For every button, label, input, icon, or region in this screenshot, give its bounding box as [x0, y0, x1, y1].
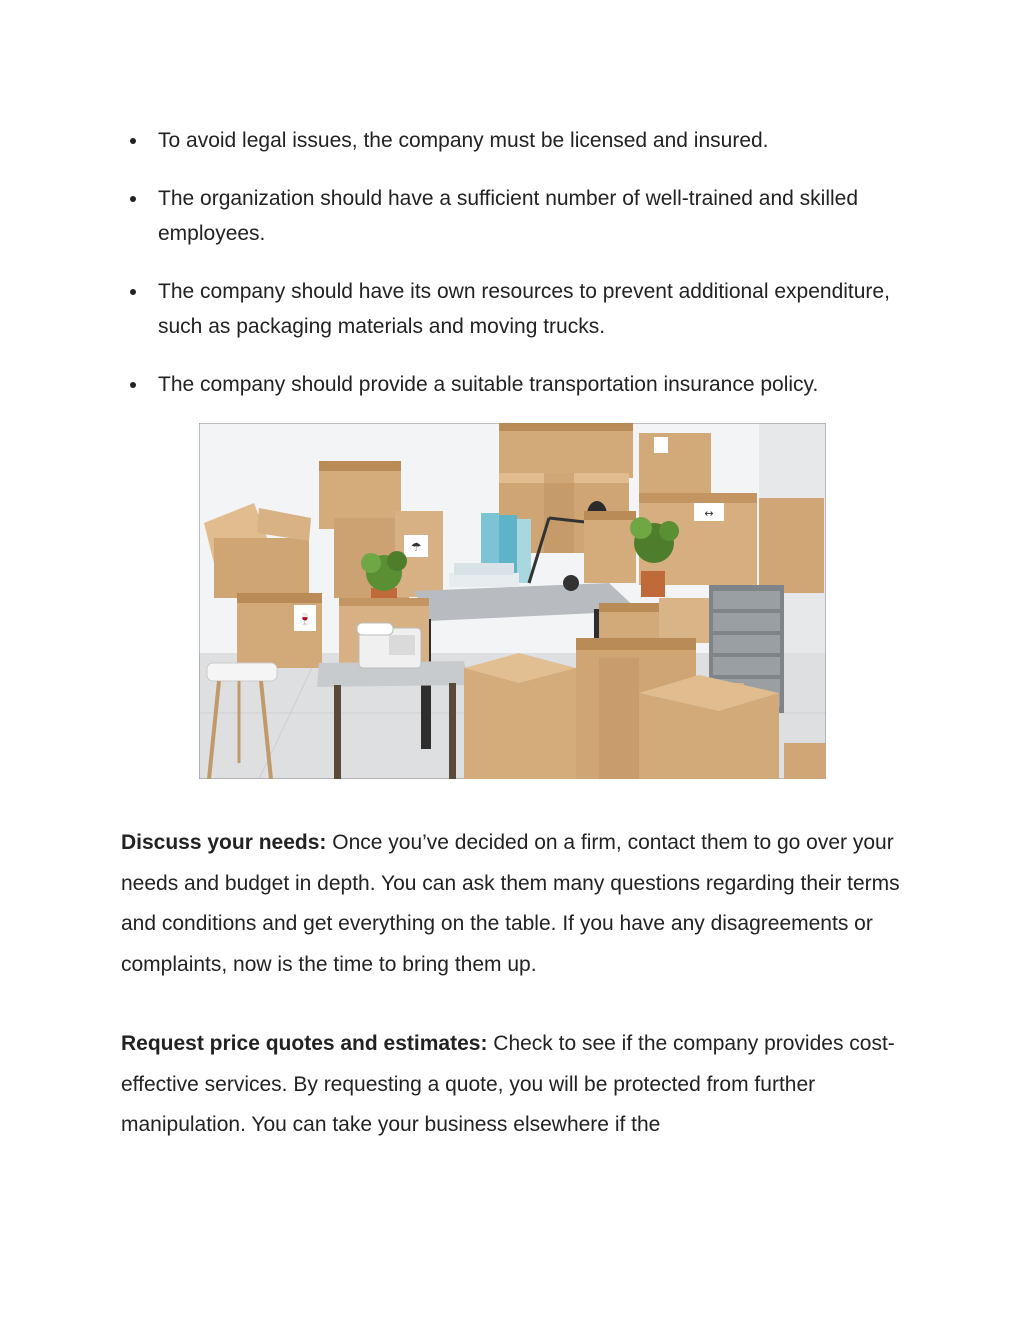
bullet-trained-employees	[158, 181, 898, 251]
bullet-text: To avoid legal issues, the company must be licensed and insured.	[158, 129, 769, 152]
section-heading: Discuss your needs:	[121, 831, 327, 854]
bullet-dot-icon	[130, 196, 136, 202]
section-heading: Request price quotes and estimates:	[121, 1032, 488, 1055]
svg-text:↔: ↔	[704, 507, 714, 520]
svg-text:🍷: 🍷	[298, 613, 312, 626]
bullet-text: The company should have its own resources to prevent additional expenditure, such as packaging materials and moving trucks.	[158, 280, 890, 338]
bullet-licensed-insured	[158, 123, 898, 158]
moving-boxes-photo	[199, 423, 826, 779]
section-request-quotes	[121, 1024, 911, 1146]
section-body: Check to see if the company provides cost-effective services. By requesting a quote, you will be protected from further manipulation. You can take your business elsewhere if the	[121, 1032, 895, 1136]
bullet-own-resources	[158, 274, 898, 344]
bullet-dot-icon	[130, 138, 136, 144]
moving-boxes-illustration	[199, 423, 826, 779]
svg-text:☂: ☂	[410, 540, 422, 554]
bullet-dot-icon	[130, 382, 136, 388]
bullet-insurance-policy	[158, 367, 898, 402]
bullet-text: The organization should have a sufficient number of well-trained and skilled employees.	[158, 187, 859, 245]
section-discuss-needs	[121, 823, 911, 985]
section-body: Once you’ve decided on a firm, contact them to go over your needs and budget in depth. You can ask them many questions regarding their terms and conditions and get everything on the table. If you have any disagreements or complaints, now is the time to bring them up.	[121, 831, 900, 976]
bullet-dot-icon	[130, 289, 136, 295]
bullet-text: The company should provide a suitable transportation insurance policy.	[158, 373, 819, 396]
